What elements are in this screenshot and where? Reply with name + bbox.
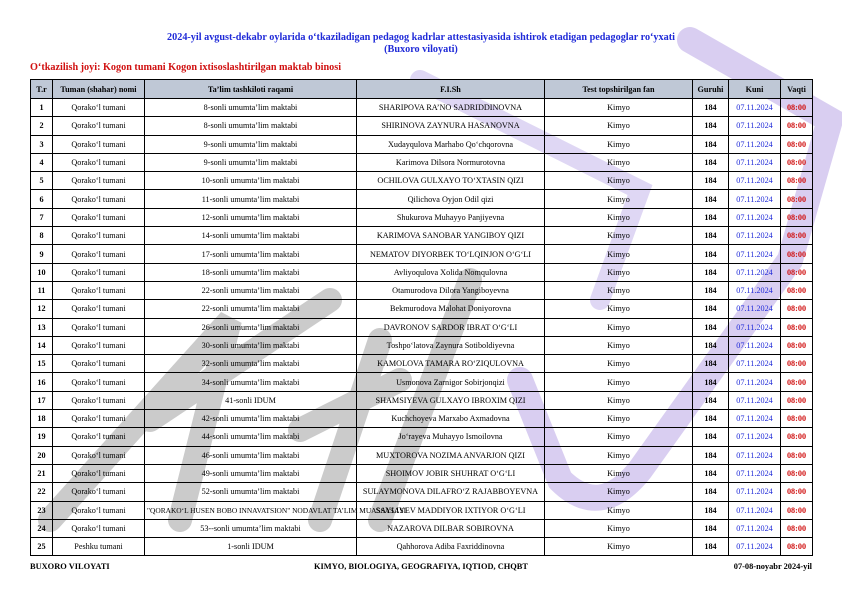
cell-group: 184 [693,281,729,299]
cell-subject: Kimyo [545,519,693,537]
cell-name: Usmonova Zarnigor Sobirjonqizi [357,373,545,391]
cell-index: 4 [31,153,53,171]
table-row [31,355,813,373]
table-row [31,153,813,171]
cell-group: 184 [693,336,729,354]
cell-subject: Kimyo [545,464,693,482]
attestation-table [30,79,813,556]
cell-subject: Kimyo [545,227,693,245]
cell-group: 184 [693,172,729,190]
cell-school: 42-sonli umumta’lim maktabi [145,410,357,428]
cell-date: 07.11.2024 [729,153,781,171]
cell-index: 20 [31,446,53,464]
cell-district: Qorako‘l tumani [53,391,145,409]
cell-index: 14 [31,336,53,354]
cell-subject: Kimyo [545,99,693,117]
cell-date: 07.11.2024 [729,428,781,446]
cell-group: 184 [693,410,729,428]
cell-index: 3 [31,135,53,153]
cell-name: OCHILOVA GULXAYO TO‘XTASIN QIZI [357,172,545,190]
cell-subject: Kimyo [545,373,693,391]
cell-school: 49-sonli umumta’lim maktabi [145,464,357,482]
cell-group: 184 [693,208,729,226]
table-row [31,336,813,354]
cell-index: 15 [31,355,53,373]
cell-date: 07.11.2024 [729,464,781,482]
cell-subject: Kimyo [545,483,693,501]
cell-school: 26-sonli umumta’lim maktabi [145,318,357,336]
cell-time: 08:00 [781,153,813,171]
cell-time: 08:00 [781,318,813,336]
cell-date: 07.11.2024 [729,245,781,263]
cell-name: Toshpo‘latova Zaynura Sotiboldiyevna [357,336,545,354]
cell-date: 07.11.2024 [729,281,781,299]
cell-date: 07.11.2024 [729,446,781,464]
cell-school: 34-sonli umumta’lim maktabi [145,373,357,391]
cell-school: 53--sonli umumta’lim maktabi [145,519,357,537]
table-row [31,99,813,117]
cell-school: 22-sonli umumta’lim maktabi [145,281,357,299]
col-header-group: Guruhi [693,80,729,99]
cell-district: Qorako‘l tumani [53,208,145,226]
cell-time: 08:00 [781,172,813,190]
table-row [31,281,813,299]
cell-time: 08:00 [781,117,813,135]
cell-index: 25 [31,538,53,556]
cell-district: Qorako‘l tumani [53,464,145,482]
cell-date: 07.11.2024 [729,483,781,501]
cell-group: 184 [693,190,729,208]
cell-school: 32-sonli umumta’lim maktabi [145,355,357,373]
cell-district: Qorako‘l tumani [53,428,145,446]
cell-date: 07.11.2024 [729,172,781,190]
cell-group: 184 [693,446,729,464]
col-header-district: Tuman (shahar) nomi [53,80,145,99]
cell-time: 08:00 [781,410,813,428]
cell-time: 08:00 [781,501,813,519]
col-header-school: Ta’lim tashkiloti raqami [145,80,357,99]
table-row [31,446,813,464]
cell-index: 17 [31,391,53,409]
table-row [31,318,813,336]
document-title: 2024-yil avgust-dekabr oylarida o‘tkaziladigan pedagog kadrlar attestasiyasida ishtirok etadigan pedagoglar ro‘yxati [167,32,675,43]
col-header-time: Vaqti [781,80,813,99]
table-row [31,245,813,263]
cell-school: 12-sonli umumta’lim maktabi [145,208,357,226]
cell-subject: Kimyo [545,355,693,373]
cell-index: 8 [31,227,53,245]
cell-group: 184 [693,135,729,153]
cell-school: 14-sonli umumta’lim maktabi [145,227,357,245]
cell-date: 07.11.2024 [729,190,781,208]
col-header-name: F.I.Sh [357,80,545,99]
col-header-subject: Test topshirilgan fan [545,80,693,99]
cell-date: 07.11.2024 [729,391,781,409]
cell-name: MUXTOROVA NOZIMA ANVARJON QIZI [357,446,545,464]
cell-index: 10 [31,263,53,281]
table-header-row [31,80,813,99]
cell-district: Qorako‘l tumani [53,336,145,354]
cell-time: 08:00 [781,190,813,208]
cell-school: 18-sonli umumta’lim maktabi [145,263,357,281]
cell-group: 184 [693,318,729,336]
cell-name: SHAMSIYEVA GULXAYO IBROXIM QIZI [357,391,545,409]
table-row [31,410,813,428]
table-row [31,538,813,556]
table-row [31,483,813,501]
cell-district: Qorako‘l tumani [53,99,145,117]
cell-date: 07.11.2024 [729,318,781,336]
cell-date: 07.11.2024 [729,135,781,153]
cell-time: 08:00 [781,538,813,556]
cell-district: Qorako‘l tumani [53,153,145,171]
cell-school: 30-sonli umumta’lim maktabi [145,336,357,354]
cell-time: 08:00 [781,281,813,299]
cell-school: 8-sonli umumta’lim maktabi [145,117,357,135]
cell-date: 07.11.2024 [729,355,781,373]
cell-school: "QORAKO‘L HUSEN BOBO INNAVATSION" NODAVLAT TA’LIM MUASSASASI [145,501,357,519]
cell-date: 07.11.2024 [729,99,781,117]
cell-time: 08:00 [781,519,813,537]
cell-name: Otamurodova Dilora Yangiboyevna [357,281,545,299]
table-row [31,227,813,245]
cell-group: 184 [693,519,729,537]
cell-date: 07.11.2024 [729,373,781,391]
cell-name: Bekmurodova Malohat Doniyorovna [357,300,545,318]
table-row [31,464,813,482]
cell-group: 184 [693,501,729,519]
cell-group: 184 [693,464,729,482]
cell-district: Qorako‘l tumani [53,300,145,318]
cell-name: KAMOLOVA TAMARA RO‘ZIQULOVNA [357,355,545,373]
cell-subject: Kimyo [545,318,693,336]
cell-district: Qorako‘l tumani [53,501,145,519]
table-row [31,208,813,226]
cell-name: KARIMOVA SANOBAR YANGIBOY QIZI [357,227,545,245]
cell-school: 41-sonli IDUM [145,391,357,409]
cell-name: Karimova Dilsora Normurotovna [357,153,545,171]
cell-name: Qilichova Oyjon Odil qizi [357,190,545,208]
cell-school: 44-sonli umumta’lim maktabi [145,428,357,446]
cell-name: Avliyoqulova Xolida Nomqulovna [357,263,545,281]
cell-subject: Kimyo [545,172,693,190]
cell-district: Qorako‘l tumani [53,190,145,208]
cell-time: 08:00 [781,300,813,318]
cell-name: Qahhorova Adiba Faxriddinovna [357,538,545,556]
cell-group: 184 [693,391,729,409]
cell-group: 184 [693,99,729,117]
cell-district: Qorako‘l tumani [53,410,145,428]
document-subtitle: (Buxoro viloyati) [384,44,458,55]
cell-school: 46-sonli umumta’lim maktabi [145,446,357,464]
cell-subject: Kimyo [545,336,693,354]
cell-time: 08:00 [781,99,813,117]
cell-index: 19 [31,428,53,446]
cell-time: 08:00 [781,391,813,409]
table-row [31,519,813,537]
cell-school: 52-sonli umumta’lim maktabi [145,483,357,501]
cell-index: 2 [31,117,53,135]
cell-group: 184 [693,373,729,391]
cell-group: 184 [693,355,729,373]
venue-location: O‘tkazilish joyi: Kogon tumani Kogon ixtisoslashtirilgan maktab binosi [30,62,342,73]
cell-name: NEMATOV DIYORBEK TO‘LQINJON O‘G‘LI [357,245,545,263]
cell-time: 08:00 [781,373,813,391]
cell-index: 22 [31,483,53,501]
cell-subject: Kimyo [545,391,693,409]
cell-subject: Kimyo [545,263,693,281]
cell-school: 9-sonli umumta’lim maktabi [145,135,357,153]
footer-dates: 07-08-noyabr 2024-yil [733,562,812,571]
cell-index: 12 [31,300,53,318]
cell-index: 9 [31,245,53,263]
cell-date: 07.11.2024 [729,410,781,428]
cell-school: 17-sonli umumta’lim maktabi [145,245,357,263]
cell-district: Qorako‘l tumani [53,373,145,391]
cell-district: Qorako‘l tumani [53,446,145,464]
cell-index: 5 [31,172,53,190]
cell-time: 08:00 [781,245,813,263]
cell-name: Kuchchoyeva Marxabo Axmadovna [357,410,545,428]
cell-group: 184 [693,300,729,318]
cell-index: 6 [31,190,53,208]
cell-district: Qorako‘l tumani [53,227,145,245]
cell-index: 7 [31,208,53,226]
cell-district: Peshku tumani [53,538,145,556]
cell-subject: Kimyo [545,428,693,446]
cell-index: 18 [31,410,53,428]
cell-subject: Kimyo [545,300,693,318]
cell-group: 184 [693,263,729,281]
table-row [31,263,813,281]
cell-time: 08:00 [781,446,813,464]
table-row [31,501,813,519]
cell-date: 07.11.2024 [729,538,781,556]
cell-time: 08:00 [781,483,813,501]
cell-date: 07.11.2024 [729,263,781,281]
cell-date: 07.11.2024 [729,117,781,135]
cell-subject: Kimyo [545,446,693,464]
table-row [31,172,813,190]
cell-time: 08:00 [781,263,813,281]
cell-date: 07.11.2024 [729,208,781,226]
table-row [31,428,813,446]
cell-time: 08:00 [781,208,813,226]
table-row [31,373,813,391]
cell-time: 08:00 [781,464,813,482]
cell-time: 08:00 [781,428,813,446]
cell-district: Qorako‘l tumani [53,245,145,263]
cell-subject: Kimyo [545,245,693,263]
cell-subject: Kimyo [545,190,693,208]
cell-subject: Kimyo [545,117,693,135]
cell-group: 184 [693,153,729,171]
cell-subject: Kimyo [545,538,693,556]
cell-district: Qorako‘l tumani [53,318,145,336]
cell-subject: Kimyo [545,208,693,226]
cell-school: 9-sonli umumta’lim maktabi [145,153,357,171]
cell-school: 11-sonli umumta’lim maktabi [145,190,357,208]
cell-index: 11 [31,281,53,299]
cell-date: 07.11.2024 [729,501,781,519]
cell-name: DAVRONOV SARDOR IBRAT O‘G‘LI [357,318,545,336]
cell-name: SHIRINOVA ZAYNURA HASANOVNA [357,117,545,135]
cell-name: SHOIMOV JOBIR SHUHRAT O‘G‘LI [357,464,545,482]
cell-time: 08:00 [781,336,813,354]
cell-name: Jo‘rayeva Muhayyo Ismoilovna [357,428,545,446]
cell-index: 1 [31,99,53,117]
cell-name: NAZAROVA DILBAR SOBIROVNA [357,519,545,537]
table-row [31,117,813,135]
cell-group: 184 [693,117,729,135]
cell-subject: Kimyo [545,410,693,428]
cell-time: 08:00 [781,135,813,153]
cell-district: Qorako‘l tumani [53,263,145,281]
cell-index: 16 [31,373,53,391]
cell-district: Qorako‘l tumani [53,355,145,373]
footer-region: BUXORO VILOYATI [30,562,110,571]
cell-index: 24 [31,519,53,537]
cell-index: 21 [31,464,53,482]
cell-district: Qorako‘l tumani [53,483,145,501]
cell-index: 13 [31,318,53,336]
cell-district: Qorako‘l tumani [53,519,145,537]
cell-date: 07.11.2024 [729,300,781,318]
cell-group: 184 [693,245,729,263]
cell-name: Shukurova Muhayyo Panjiyevna [357,208,545,226]
table-row [31,300,813,318]
cell-date: 07.11.2024 [729,336,781,354]
cell-school: 22-sonli umumta’lim maktabi [145,300,357,318]
cell-school: 10-sonli umumta’lim maktabi [145,172,357,190]
cell-time: 08:00 [781,355,813,373]
cell-group: 184 [693,538,729,556]
cell-group: 184 [693,428,729,446]
cell-district: Qorako‘l tumani [53,172,145,190]
cell-group: 184 [693,483,729,501]
cell-group: 184 [693,227,729,245]
cell-subject: Kimyo [545,153,693,171]
cell-subject: Kimyo [545,281,693,299]
cell-name: SAYLIYEV MADDIYOR IXTIYOR O‘G‘LI [357,501,545,519]
cell-time: 08:00 [781,227,813,245]
table-row [31,135,813,153]
cell-subject: Kimyo [545,501,693,519]
cell-name: SULAYMONOVA DILAFRO‘Z RAJABBOYEVNA [357,483,545,501]
cell-date: 07.11.2024 [729,519,781,537]
cell-name: Xudayqulova Marhabo Qo‘chqorovna [357,135,545,153]
cell-school: 1-sonli IDUM [145,538,357,556]
cell-district: Qorako‘l tumani [53,135,145,153]
table-row [31,391,813,409]
cell-subject: Kimyo [545,135,693,153]
cell-district: Qorako‘l tumani [53,281,145,299]
col-header-date: Kuni [729,80,781,99]
cell-name: SHARIPOVA RA’NO SADRIDDINOVNA [357,99,545,117]
cell-district: Qorako‘l tumani [53,117,145,135]
footer-subjects: KIMYO, BIOLOGIYA, GEOGRAFIYA, IQTIOD, CHQBT [314,562,528,571]
cell-index: 23 [31,501,53,519]
cell-date: 07.11.2024 [729,227,781,245]
col-header-index: T.r [31,80,53,99]
cell-school: 8-sonli umumta’lim maktabi [145,99,357,117]
table-row [31,190,813,208]
